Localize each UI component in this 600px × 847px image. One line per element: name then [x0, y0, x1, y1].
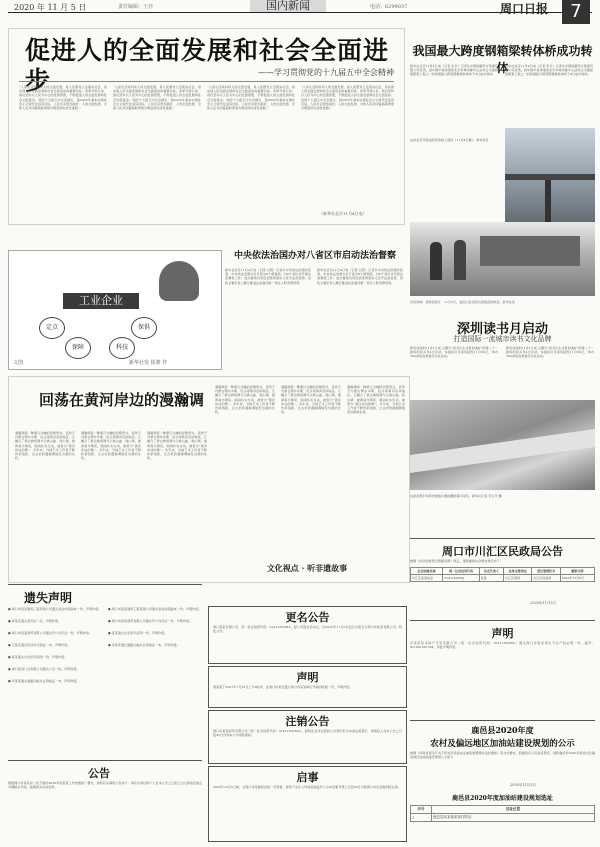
name-change-body: 周口某某有限公司，统一社会信用代码：91411602MA，经公司股东会决议，自2020年11月5日起正式更名为周口市某某有限公司。特此公告。 — [213, 625, 402, 634]
table-cell: 鹿邑县某某镇某某村附近 — [432, 814, 595, 822]
lead-col-4: “人是生活资料和人的全面发展，是人民群众立足现实社会，是实现人的全面发展和社会全面进步的重要目标。改革开放以来，我们坚持以人民为中心的发展思想，不断促进人的全面发展和社会全面进步。党的十九届五中全会提出，到2035年基本实现社会主义现代化远景目标，人民生活更加美好，人的全面发展、全体人民共同富裕取得更为明显的实质性进展。” — [301, 85, 394, 111]
notice-body: 2020年10月5日晚，在周口市某路段捡拾一名男婴，请孩子亲生父母或其他监护人自本启事刊登之日起60日内到周口市社会福利院认领。 — [213, 785, 401, 789]
yr-col-1: 漫瀚调是一种蒙汉交融的民歌形式，流传于内蒙古鄂尔多斯、包头等黄河沿岸地区。它融合了蒙古族短调与汉族山曲、爬山调，旋律高亢嘹亮，唱词朴实生动，被誉为“黄河岸边的歌”。多年来，当地艺术工作者不断传承创新，让古老的漫瀚调焕发出新的生机。 — [15, 431, 75, 461]
table-cell: 川汇区某某协会 — [411, 575, 443, 582]
statement-title: 声明 — [296, 671, 319, 684]
cartoon-caption-left: 文图 — [13, 360, 24, 366]
yr-col-6: 漫瀚调是一种蒙汉交融的民歌形式，流传于内蒙古鄂尔多斯、包头等黄河沿岸地区。它融合了蒙古族短调与汉族山曲、爬山调，旋律高亢嘹亮，唱词朴实生动，被誉为“黄河岸边的歌”。多年来，当地艺术工作者不断传承创新，让古老的漫瀚调焕发出新的生机。 — [347, 385, 405, 415]
farmer-figure — [454, 240, 466, 280]
yellow-river-article — [8, 376, 410, 583]
reading-article — [410, 318, 595, 380]
river-photo — [410, 400, 595, 490]
luyi-date: 2020年11月5日 — [510, 783, 537, 787]
name-change-notice — [208, 606, 407, 664]
yr-col-3: 漫瀚调是一种蒙汉交融的民歌形式，流传于内蒙古鄂尔多斯、包头等黄河沿岸地区。它融合了蒙古族短调与汉族山曲、爬山调，旋律高亢嘹亮，唱词朴实生动，被誉为“黄河岸边的歌”。多年来，当地艺术工作者不断传承创新，让古老的漫瀚调焕发出新的生机。 — [147, 431, 207, 461]
loss-item: ● 周口某某门业有限公司遗失公章一枚，声明作废。 — [8, 667, 80, 671]
loss-item: ● 周口市某某商贸有限公司遗失开户许可证一份，声明作废。 — [108, 619, 193, 623]
bridge-col-1: 新华社北京11月4日电（记者 张乐）记者从中国铁路设计集团有限公司获悉，由中国中铁承建的北京市城市副中心站综合交通枢纽配套工程之一的我国最大跨度钢箱梁转体桥于4日成功转体。 — [410, 64, 498, 77]
loss-item: ● 李某某遗失道路运输从业资格证一本，声明作废。 — [8, 679, 80, 683]
cartoon-caption-right: 新华社发 徐骏 作 — [129, 360, 168, 366]
lead-subtitle: ——学习贯彻党的十九届五中全会精神 — [258, 68, 394, 77]
masthead-logo: 周口日报 — [500, 2, 549, 16]
name-change-title: 更名公告 — [285, 611, 330, 624]
bridge-caption: 这是北京西客站附近的施工现场（11月4日摄）。新华社发 — [410, 138, 489, 142]
table-header: 法定代表人 — [479, 568, 503, 575]
contact-info: 电话：6299037 — [370, 4, 408, 10]
cartoon-bubble: 定点 — [39, 317, 65, 339]
table-header: 登记管理机关 — [532, 568, 560, 575]
loss-item: ● 周口市某某建筑工程有限公司遗失营业执照副本一份，声明作废。 — [108, 607, 202, 611]
table-cell: 川汇区民政局 — [532, 575, 560, 582]
cartoon-sign: 工业企业 — [63, 293, 139, 309]
law-title: 中央依法治国办对八省区市启动法治督察 — [233, 251, 396, 261]
loss-item: ● 周口市某某商贸有限公司遗失开户许可证一份，声明作废。 — [8, 631, 93, 635]
loss-item: ● 周口市某某建筑工程有限公司遗失营业执照副本一份，声明作废。 — [8, 607, 102, 611]
bridge-title: 我国最大跨度钢箱梁转体桥成功转体 — [412, 44, 593, 75]
civil-affairs-intro: 根据《社会团体登记管理条例》规定，现将撤销社会团体登记如下： — [410, 559, 503, 563]
cartoon-figure — [159, 261, 199, 301]
loss-item: ● 李某某遗失身份证一张，声明作废。 — [8, 619, 62, 623]
loss-title: 遗失声明 — [24, 591, 73, 605]
editor-credit: 责任编辑：王亦 — [118, 4, 154, 10]
section-title: 国内新闻 — [250, 0, 326, 12]
loss-item: ● 某某遗失出生医学证明一份，声明作废。 — [8, 655, 68, 659]
statement-notice — [208, 666, 407, 708]
yr-col-4: 漫瀚调是一种蒙汉交融的民歌形式，流传于内蒙古鄂尔多斯、包头等黄河沿岸地区。它融合了蒙古族短调与汉族山曲、爬山调，旋律高亢嘹亮，唱词朴实生动，被誉为“黄河岸边的歌”。多年来，当地艺术工作者不断传承创新，让古老的漫瀚调焕发出新的生机。 — [215, 385, 275, 415]
lead-col-3: “人是生活资料和人的全面发展，是人民群众立足现实社会，是实现人的全面发展和社会全面进步的重要目标。改革开放以来，我们坚持以人民为中心的发展思想，不断促进人的全面发展和社会全面进步。党的十九届五中全会提出，到2035年基本实现社会主义现代化远景目标，人民生活更加美好，人的全面发展、全体人民共同富裕取得更为明显的实质性进展。” — [207, 85, 295, 111]
cartoon-bubble: 科技 — [109, 337, 135, 359]
table-header: 统一社会信用代码 — [443, 568, 479, 575]
reading-col-1: 新华社深圳11月4日电 主题为“读书让生活更加美好”的第二十一届深圳读书月4日启动。本届读书月将持续至11月30日，举办500余场各类阅读文化活动。 — [410, 346, 498, 359]
column-tag: 文化视点 · 听非遗故事 — [266, 563, 348, 573]
farm-photo — [410, 222, 595, 296]
lead-rule — [19, 81, 394, 82]
luyi-body: 根据《河南省商务厅关于印发河南省成品油流通管理办法的通知》等文件要求，经鹿邑县人民政府研究，现将鹿邑县2020年度农村及偏远地区加油站建设规划公示如下： — [410, 751, 595, 760]
luyi-notice — [410, 720, 595, 843]
lead-author: （新华社北京11月4日电） — [319, 211, 367, 216]
yr-col-2: 漫瀚调是一种蒙汉交融的民歌形式，流传于内蒙古鄂尔多斯、包头等黄河沿岸地区。它融合了蒙古族短调与汉族山曲、爬山调，旋律高亢嘹亮，唱词朴实生动，被誉为“黄河岸边的歌”。多年来，当地艺术工作者不断传承创新，让古老的漫瀚调焕发出新的生机。 — [81, 431, 141, 461]
bridge-article — [410, 30, 595, 240]
law-article — [225, 248, 405, 368]
statement2-notice — [410, 620, 595, 717]
cancellation-body: 周口市某某商贸有限公司（统一社会信用代码：91411602MA），经股东会决议拟向公司登记机关申请注销登记，请债权人自本公告之日起45日内向本公司申报债权。 — [213, 729, 402, 738]
civil-affairs-title: 周口市川汇区民政局公告 — [442, 545, 563, 558]
reading-title: 深圳读书月启动 — [456, 322, 548, 337]
law-col-1: 新华社北京11月4日电（记者 白阳）记者从中央依法治国办获悉，中央依法治国办近日派出8个督察组，对8个省区市开展法治督察工作。此次督察内容包括贯彻落实习近平法治思想、党政主要负责人履行推进法治建设第一责任人职责情况等。 — [225, 268, 311, 285]
civil-affairs-table — [410, 567, 595, 582]
statement2-body: 河南某某房地产开发有限公司（统一社会信用代码：91411600MA）遗失周口市某某项目不动产权证明一份，编号：411601001594，特此声明作废。 — [410, 641, 595, 650]
lead-article — [8, 28, 405, 225]
table-header: 撤销日期 — [560, 568, 594, 575]
loss-item: ● 某某遗失出生医学证明一份，声明作废。 — [108, 631, 168, 635]
lead-title: 促进人的全面发展和社会全面进步 — [25, 36, 390, 95]
table-header: 选址位置 — [432, 806, 595, 814]
cartoon-bubble: 保障 — [65, 337, 91, 359]
farmer-figure — [430, 242, 442, 280]
notice-title: 启事 — [296, 771, 319, 784]
bulletin — [8, 760, 202, 841]
bridge-pier — [545, 180, 551, 228]
issue-date: 2020 年 11 月 5 日 — [14, 3, 87, 12]
table-cell: 2020年11月5日 — [560, 575, 594, 582]
farm-caption: 河北故城：金秋收获忙 11月5日，农民们在田间运送收获的秋菜。新华社发 — [410, 300, 515, 304]
civil-affairs-notice — [410, 538, 595, 614]
statement2-title: 声明 — [491, 627, 514, 640]
bridge-photo — [505, 128, 595, 228]
bulletin-body: 根据周口市某某局《关于做好2020年度某某工作的通知》要求，现将有关事项公告如下：请有关单位和个人自本公告之日起七日内到指定地点办理相关手续，逾期视为自动放弃。 — [8, 781, 202, 790]
statement-body: 周某某于2007年7月16日上午9时许，在周口市某处遗失周口市某某单位开具的收据一份，声明作废。 — [213, 685, 353, 689]
table-header: 社会团体名称 — [411, 568, 443, 575]
lead-col-2: “人是生活资料和人的全面发展，是人民群众立足现实社会，是实现人的全面发展和社会全面进步的重要目标。改革开放以来，我们坚持以人民为中心的发展思想，不断促进人的全面发展和社会全面进步。党的十九届五中全会提出，到2035年基本实现社会主义现代化远景目标，人民生活更加美好，人的全面发展、全体人民共同富裕取得更为明显的实质性进展。” — [113, 85, 201, 111]
reading-subtitle: 打造国际一流城市读书文化品牌 — [453, 335, 552, 343]
table-header: 序号 — [411, 806, 432, 814]
notice — [208, 766, 407, 842]
luyi-title: 鹿邑县2020年度 — [471, 725, 534, 735]
table-cell: 51411602MJ — [443, 575, 479, 582]
cancellation-notice — [208, 710, 407, 764]
table-header: 业务主管单位 — [504, 568, 532, 575]
luyi-subtitle: 农村及偏远地区加油站建设规划的公示 — [430, 739, 575, 749]
page-number: 7 — [562, 0, 590, 24]
cancellation-title: 注销公告 — [285, 715, 330, 728]
bridge-col-2: 新华社北京11月4日电（记者 张乐）记者从中国铁路设计集团有限公司获悉，由中国中铁承建的北京市城市副中心站综合交通枢纽配套工程之一的我国最大跨度钢箱梁转体桥于4日成功转体。 — [505, 64, 593, 77]
cartoon-box — [8, 250, 222, 370]
civil-affairs-date: 2020年11月5日 — [530, 601, 557, 605]
cartoon-bubble: 保供 — [131, 317, 157, 339]
loss-item: ● 王某某遗失机动车行驶证一本，声明作废。 — [8, 643, 71, 647]
yr-col-5: 漫瀚调是一种蒙汉交融的民歌形式，流传于内蒙古鄂尔多斯、包头等黄河沿岸地区。它融合了蒙古族短调与汉族山曲、爬山调，旋律高亢嘹亮，唱词朴实生动，被誉为“黄河岸边的歌”。多年来，当地艺术工作者不断传承创新，让古老的漫瀚调焕发出新的生机。 — [281, 385, 341, 415]
luyi-table-title: 鹿邑县2020年度加油站建设规划选址 — [452, 795, 553, 802]
river-water — [410, 429, 595, 473]
farm-truck — [480, 236, 580, 266]
table-cell: 1 — [411, 814, 432, 822]
table-cell: 川汇区某局 — [504, 575, 532, 582]
yellow-river-title: 回荡在黄河岸边的漫瀚调 — [39, 391, 205, 409]
loss-item: ● 李某某遗失道路运输从业资格证一本，声明作废。 — [108, 643, 180, 647]
reading-col-2: 新华社深圳11月4日电 主题为“读书让生活更加美好”的第二十一届深圳读书月4日启动。本届读书月将持续至11月30日，举办500余场各类阅读文化活动。 — [506, 346, 594, 359]
river-caption: 这是在鄂尔多斯市准格尔旗拍摄的黄河景色。新华社记者 李云平 摄 — [410, 494, 502, 498]
lead-col-1: “人是生活资料和人的全面发展，是人民群众立足现实社会，是实现人的全面发展和社会全面进步的重要目标。改革开放以来，我们坚持以人民为中心的发展思想，不断促进人的全面发展和社会全面进步。党的十九届五中全会提出，到2035年基本实现社会主义现代化远景目标，人民生活更加美好，人的全面发展、全体人民共同富裕取得更为明显的实质性进展。” — [19, 85, 107, 111]
law-col-2: 新华社北京11月4日电（记者 白阳）记者从中央依法治国办获悉，中央依法治国办近日派出8个督察组，对8个省区市开展法治督察工作。此次督察内容包括贯彻落实习近平法治思想、党政主要负责人履行推进法治建设第一责任人职责情况等。 — [317, 268, 403, 285]
table-cell: 张某 — [479, 575, 503, 582]
bulletin-title: 公告 — [88, 767, 110, 780]
luyi-table — [410, 805, 595, 822]
